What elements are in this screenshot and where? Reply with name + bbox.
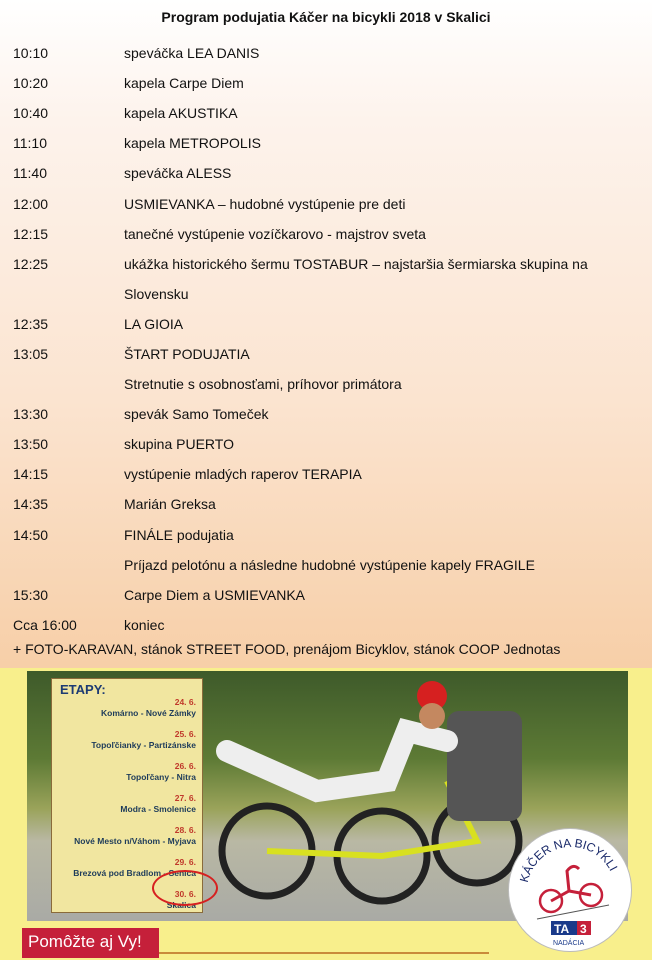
etapy-heading: ETAPY: <box>60 682 106 697</box>
program-row <box>0 68 652 98</box>
program-row <box>0 429 652 459</box>
program-description: kapela AKUSTIKA <box>124 105 238 122</box>
program-description: tanečné vystúpenie vozíčkarovo - majstrov sveta <box>124 225 426 242</box>
program-row <box>0 369 652 399</box>
program-description: kapela Carpe Diem <box>124 75 244 92</box>
program-row <box>0 399 652 429</box>
program-time: Cca 16:00 <box>13 616 77 633</box>
program-row <box>0 158 652 188</box>
stage-item <box>126 761 196 783</box>
help-banner: Pomôžte aj Vy! <box>22 928 159 958</box>
program-time: 13:50 <box>13 436 49 453</box>
program-description: ukážka historického šermu TOSTABUR – najstaršia šermiarska skupina na <box>124 255 588 272</box>
program-time: 10:20 <box>13 75 49 92</box>
program-row <box>0 459 652 489</box>
program-row <box>0 580 652 610</box>
program-row <box>0 550 652 580</box>
stage-date: 30. 6. <box>174 889 196 899</box>
program-row <box>0 520 652 550</box>
program-time: 13:30 <box>13 406 49 423</box>
program-description: ŠTART PODUJATIA <box>124 345 250 362</box>
stage-date: 29. 6. <box>174 857 196 867</box>
stage-date: 27. 6. <box>174 793 196 803</box>
program-description: FINÁLE podujatia <box>124 526 234 543</box>
stage-date: 24. 6. <box>174 697 196 707</box>
program-time: 14:50 <box>13 526 49 543</box>
stage-date: 28. 6. <box>174 825 196 835</box>
program-time: 12:00 <box>13 195 49 212</box>
program-time: 12:35 <box>13 315 49 332</box>
stage-date: 25. 6. <box>174 729 196 739</box>
stage-route: Topoľčany - Nitra <box>126 772 196 782</box>
highlight-circle <box>152 870 218 906</box>
program-description: speváčka ALESS <box>124 165 232 182</box>
svg-text:3: 3 <box>580 922 587 936</box>
program-description: Carpe Diem a USMIEVANKA <box>124 586 306 603</box>
program-row <box>0 98 652 128</box>
stage-item <box>91 729 196 751</box>
kacer-na-bicykli-logo <box>508 828 632 952</box>
program-time: 11:40 <box>13 165 47 182</box>
program-time: 13:05 <box>13 345 49 362</box>
stage-date: 26. 6. <box>174 761 196 771</box>
program-row <box>0 219 652 249</box>
stage-route: Komárno - Nové Zámky <box>101 708 196 718</box>
program-description: Slovensku <box>124 285 189 302</box>
divider-line <box>159 952 489 954</box>
program-row <box>0 610 652 640</box>
program-time: 14:15 <box>13 466 49 483</box>
program-row <box>0 38 652 68</box>
program-description: Marián Greksa <box>124 496 216 513</box>
program-time: 11:10 <box>13 135 47 152</box>
program-time: 12:25 <box>13 255 49 272</box>
program-description: Stretnutie s osobnosťami, príhovor primátora <box>124 376 402 393</box>
svg-text:NADÁCIA: NADÁCIA <box>553 940 585 947</box>
program-time: 12:15 <box>13 225 49 242</box>
program-row <box>0 489 652 519</box>
program-time: 15:30 <box>13 586 49 603</box>
program-row <box>0 188 652 218</box>
program-description: spevák Samo Tomeček <box>124 406 269 423</box>
program-description: vystúpenie mladých raperov TERAPIA <box>124 466 362 483</box>
program-time: 14:35 <box>13 496 49 513</box>
stage-route: Nové Mesto n/Váhom - Myjava <box>74 836 196 846</box>
stage-item <box>120 793 196 815</box>
svg-text:TA: TA <box>554 922 570 936</box>
program-row <box>0 339 652 369</box>
stage-route: Brezová pod Bradlom - Senica <box>73 868 196 878</box>
program-row <box>0 309 652 339</box>
program-description: USMIEVANKA – hudobné vystúpenie pre deti <box>124 195 406 212</box>
extra-info: + FOTO-KARAVAN, stánok STREET FOOD, prenájom Bicyklov, stánok COOP Jednotas <box>13 641 561 657</box>
program-description: Príjazd pelotónu a následne hudobné vystúpenie kapely FRAGILE <box>124 556 535 573</box>
program-row <box>0 279 652 309</box>
svg-text:KÁČER NA BICYKLI: KÁČER NA BICYKLI <box>516 835 621 884</box>
program-time: 10:40 <box>13 105 49 122</box>
stage-route: Skalica <box>166 900 196 910</box>
program-description: skupina PUERTO <box>124 436 234 453</box>
stage-item <box>101 697 196 719</box>
program-description: koniec <box>124 616 165 633</box>
program-description: LA GIOIA <box>124 315 184 332</box>
program-description: kapela METROPOLIS <box>124 135 261 152</box>
stage-route: Modra - Smolenice <box>120 804 196 814</box>
stage-item <box>74 825 196 847</box>
program-list <box>0 38 652 640</box>
program-row <box>0 249 652 279</box>
page-title: Program podujatia Káčer na bicykli 2018 v Skalici <box>161 9 491 25</box>
stage-route: Topoľčianky - Partizánske <box>91 740 196 750</box>
program-row <box>0 128 652 158</box>
program-time: 10:10 <box>13 45 49 62</box>
program-description: speváčka LEA DANIS <box>124 45 260 62</box>
